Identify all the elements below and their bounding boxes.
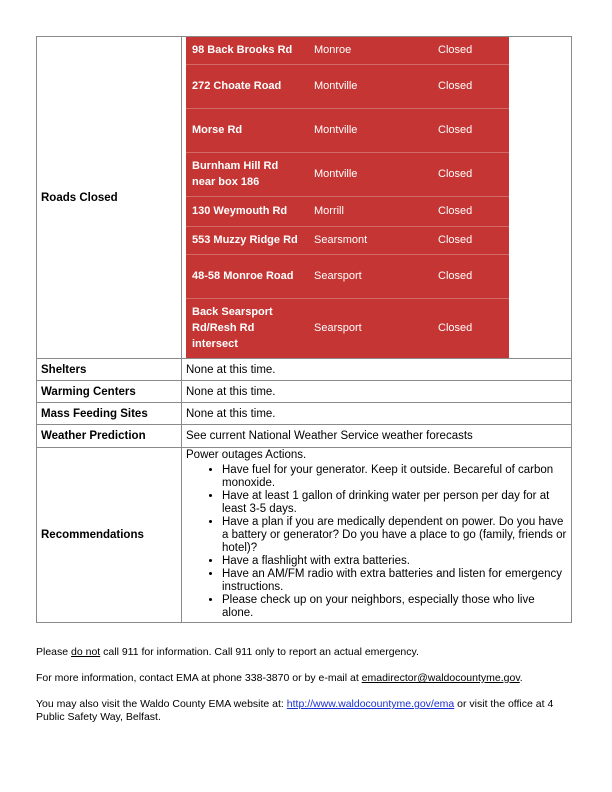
recommendations-list [186, 464, 567, 620]
list-item: • Have fuel for your generator. Keep it outside. Becareful of carbon monoxide. [222, 464, 567, 490]
recommendations-row [37, 448, 572, 623]
road-town: Montville [308, 108, 432, 152]
mass-feeding-row [37, 403, 572, 425]
list-item: • Have a plan if you are medically dependent on power. Do you have a battery or generator? Do you have a place to go (family, friends or hotel)? [222, 516, 567, 555]
list-item: • Have an AM/FM radio with extra batteries and listen for emergency instructions. [222, 568, 567, 594]
footer-notes [36, 646, 576, 737]
weather-value: See current National Weather Service weather forecasts [182, 425, 572, 448]
road-name: Back Searsport Rd/Resh Rd intersect [192, 306, 273, 351]
road-name: 98 Back Brooks Rd [186, 37, 308, 64]
contact-note [36, 672, 576, 685]
note-text: You may also visit the Waldo County EMA website at: [36, 698, 287, 710]
warming-centers-value: None at this time. [182, 381, 572, 403]
road-town: Searsport [308, 254, 432, 298]
road-row [186, 226, 509, 254]
list-item: • Have a flashlight with extra batteries. [222, 555, 567, 568]
road-row [186, 298, 509, 358]
road-status: Closed [438, 322, 473, 335]
warming-centers-row [37, 381, 572, 403]
roads-closed-cell [182, 37, 572, 359]
emergency-note [36, 646, 576, 659]
road-row [186, 108, 509, 152]
roads-closed-row [37, 37, 572, 359]
road-status: Closed [432, 152, 509, 196]
email-link[interactable]: emadirector@waldocountyme.gov [361, 672, 520, 684]
road-status: Closed [432, 37, 509, 64]
road-status: Closed [432, 64, 509, 108]
mass-feeding-value: None at this time. [182, 403, 572, 425]
road-town: Morrill [308, 196, 432, 226]
road-name: 48-58 Monroe Road [186, 254, 308, 298]
note-text: or visit the office at 4 Public Safety Way, Belfast. [36, 698, 554, 723]
road-status: Closed [432, 196, 509, 226]
roads-closed-table [186, 37, 509, 358]
road-status: Closed [432, 108, 509, 152]
weather-row [37, 425, 572, 448]
list-item: • Please check up on your neighbors, especially those who live alone. [222, 594, 567, 620]
shelters-row [37, 359, 572, 381]
road-town: Searsmont [308, 226, 432, 254]
road-name: Burnham Hill Rd near box 186 [186, 152, 308, 196]
road-row [186, 196, 509, 226]
shelters-label: Shelters [37, 359, 182, 381]
recommendations-intro: Power outages Actions. [186, 449, 307, 461]
road-row [186, 64, 509, 108]
website-link[interactable]: http://www.waldocountyme.gov/ema [286, 698, 455, 710]
road-town: Monroe [308, 37, 432, 64]
status-table [36, 36, 572, 623]
website-note [36, 698, 576, 724]
weather-label: Weather Prediction [37, 425, 182, 448]
shelters-value: None at this time. [182, 359, 572, 381]
road-town: Montville [308, 64, 432, 108]
road-town: Montville [308, 152, 432, 196]
note-text: For more information, contact EMA at phone 338-3870 or by e-mail at [36, 672, 362, 684]
do-not-text: do not [71, 646, 101, 658]
road-town: Searsport [314, 322, 362, 335]
recommendations-cell [182, 448, 572, 623]
road-status: Closed [432, 254, 509, 298]
road-name: 272 Choate Road [186, 64, 308, 108]
note-text: call 911 for information. Call 911 only to report an actual emergency. [100, 646, 419, 658]
road-status: Closed [432, 226, 509, 254]
note-text: Please [36, 646, 72, 658]
note-text: . [519, 672, 523, 684]
road-name: Morse Rd [186, 108, 308, 152]
road-row [186, 37, 509, 64]
warming-centers-label: Warming Centers [37, 381, 182, 403]
road-name: 553 Muzzy Ridge Rd [186, 226, 308, 254]
recommendations-label: Recommendations [37, 448, 182, 623]
roads-closed-label: Roads Closed [37, 37, 182, 359]
list-item: • Have at least 1 gallon of drinking water per person per day for at least 3-5 days. [222, 490, 567, 516]
road-row [186, 254, 509, 298]
road-row [186, 152, 509, 196]
road-name: 130 Weymouth Rd [186, 196, 308, 226]
mass-feeding-label: Mass Feeding Sites [37, 403, 182, 425]
